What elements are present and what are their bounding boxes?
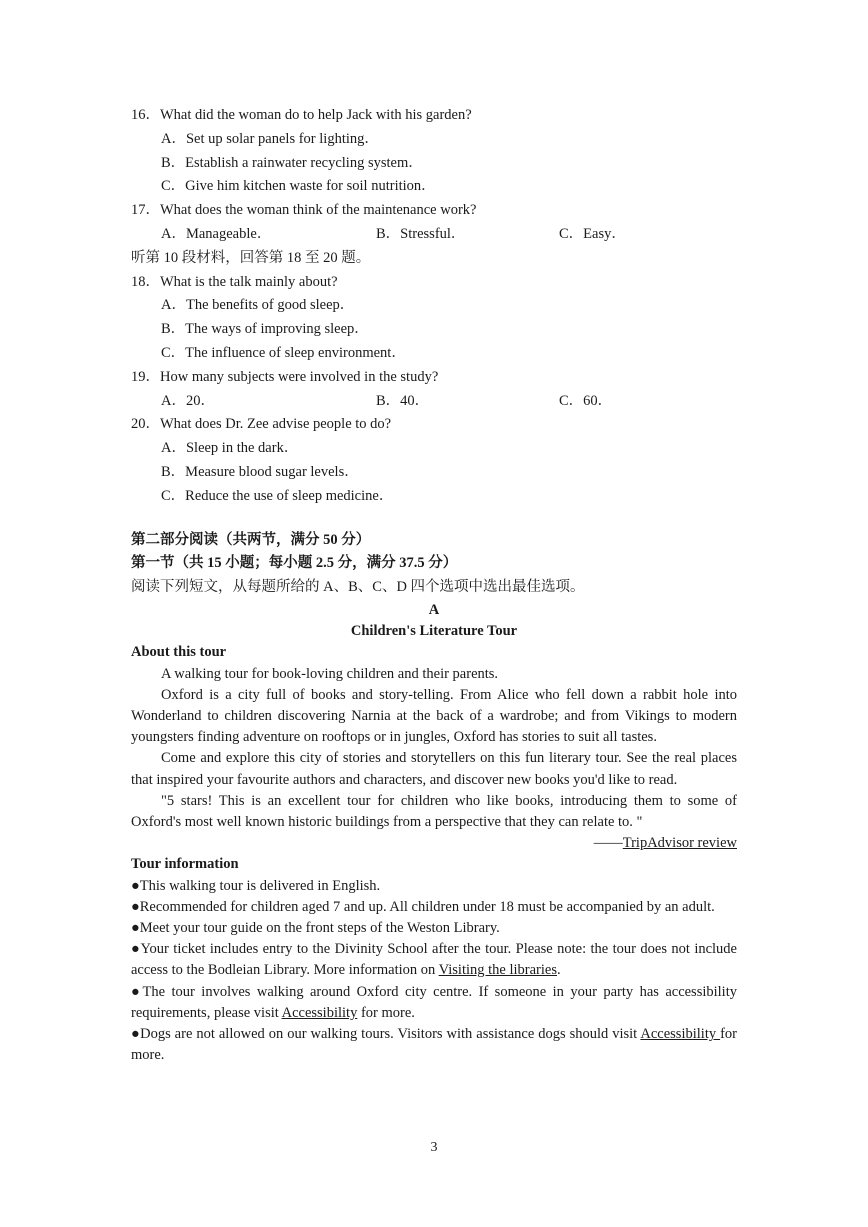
option-19c: C．60．	[559, 392, 613, 409]
option-19a: A．20．	[161, 392, 215, 409]
option-18a: A．The benefits of good sleep．	[161, 297, 355, 314]
part2-section: 第一节（共 15 小题；每小题 2.5 分，满分 37.5 分）	[131, 555, 458, 572]
info-bullet-6-end: for more.	[131, 1026, 737, 1064]
info-heading: Tour information	[131, 856, 239, 873]
option-20c: C．Reduce the use of sleep medicine．	[161, 487, 394, 504]
info-bullet-4	[131, 939, 737, 981]
option-17c: C．Easy．	[559, 225, 626, 242]
question-18: 18．What is the talk mainly about?	[131, 273, 338, 290]
option-16c: C．Give him kitchen waste for soil nutrition．	[161, 178, 436, 195]
option-17b: B．Stressful．	[376, 225, 466, 242]
info-bullet-3: ●Meet your tour guide on the front steps of the Weston Library.	[131, 919, 500, 936]
passage-label: A	[428, 601, 440, 618]
part2-title: 第二部分阅读（共两节，满分 50 分）	[131, 531, 371, 548]
option-18c: C．The influence of sleep environment．	[161, 344, 406, 361]
info-bullet-6-text: ●Dogs are not allowed on our walking tours. Visitors with assistance dogs should visit	[131, 1026, 641, 1042]
about-paragraph-2: Oxford is a city full of books and story-telling. From Alice who fell down a rabbit hole into Wonderland to children discovering Narnia at the back of a wardrobe; and from Vikings to modern youngsters finding adventure on rooftops or in jungles, Oxford has stories to suit all tastes.	[131, 686, 737, 746]
options-17	[131, 223, 737, 247]
about-heading: About this tour	[131, 644, 227, 661]
info-bullet-4-text: ●Your ticket includes entry to the Divinity School after the tour. Please note: the tour does not include access to the Bodleian Library. More information on	[131, 941, 737, 979]
info-bullet-5	[131, 982, 737, 1024]
info-bullet-6	[131, 1024, 737, 1066]
option-19b: B．40．	[376, 392, 430, 409]
about-paragraph-3: Come and explore this city of stories and storytellers on this fun literary tour. See the real places that inspired your favourite authors and characters, and discover new books you'd like to read.	[131, 750, 737, 788]
about-paragraph-1: A walking tour for book-loving children and their parents.	[161, 665, 499, 682]
info-bullet-4-end: .	[556, 962, 561, 979]
info-bullet-5-end: for more.	[357, 1004, 415, 1021]
question-16: 16．What did the woman do to help Jack with his garden?	[131, 107, 472, 123]
passage-title: Children's Literature Tour	[350, 623, 518, 640]
review-quote: "5 stars! This is an excellent tour for children who like books, introducing them to some of Oxford's most well known historic buildings from a perspective that they can relate to. "	[131, 792, 737, 830]
question-19: 19．How many subjects were involved in the study?	[131, 368, 439, 385]
info-bullet-2: ●Recommended for children aged 7 and up. All children under 18 must be accompanied by an adult.	[131, 898, 715, 915]
review-dash: ——	[593, 835, 623, 852]
option-18b: B．The ways of improving sleep．	[161, 321, 369, 338]
part2-instruction: 阅读下列短文，从每题所给的 A、B、C、D 四个选项中选出最佳选项。	[131, 579, 585, 596]
review-source	[131, 833, 737, 854]
question-17: 17．What does the woman think of the maintenance work?	[131, 202, 477, 219]
question-20: 20．What does Dr. Zee advise people to do?	[131, 416, 392, 433]
tripadvisor-link[interactable]: TripAdvisor review	[622, 835, 737, 852]
section-note: 听第 10 段材料，回答第 18 至 20 题。	[131, 249, 371, 266]
option-16a: A．Set up solar panels for lighting．	[161, 130, 379, 147]
visiting-libraries-link[interactable]: Visiting the libraries	[438, 962, 557, 979]
option-20a: A．Sleep in the dark．	[161, 440, 299, 457]
exam-page	[131, 104, 737, 1066]
option-16b: B．Establish a rainwater recycling system．	[161, 154, 423, 171]
accessibility-link-1[interactable]: Accessibility	[281, 1004, 358, 1021]
page-number: 3	[430, 1140, 438, 1155]
option-17a: A．Manageable．	[161, 225, 272, 242]
accessibility-link-2[interactable]: Accessibility	[640, 1026, 721, 1042]
info-bullet-1: ●This walking tour is delivered in English.	[131, 877, 381, 894]
option-20b: B．Measure blood sugar levels．	[161, 463, 359, 480]
info-bullet-5-text: ●The tour involves walking around Oxford city centre. If someone in your party has accessibility requirements, please visit	[131, 983, 737, 1021]
options-19	[131, 390, 737, 414]
